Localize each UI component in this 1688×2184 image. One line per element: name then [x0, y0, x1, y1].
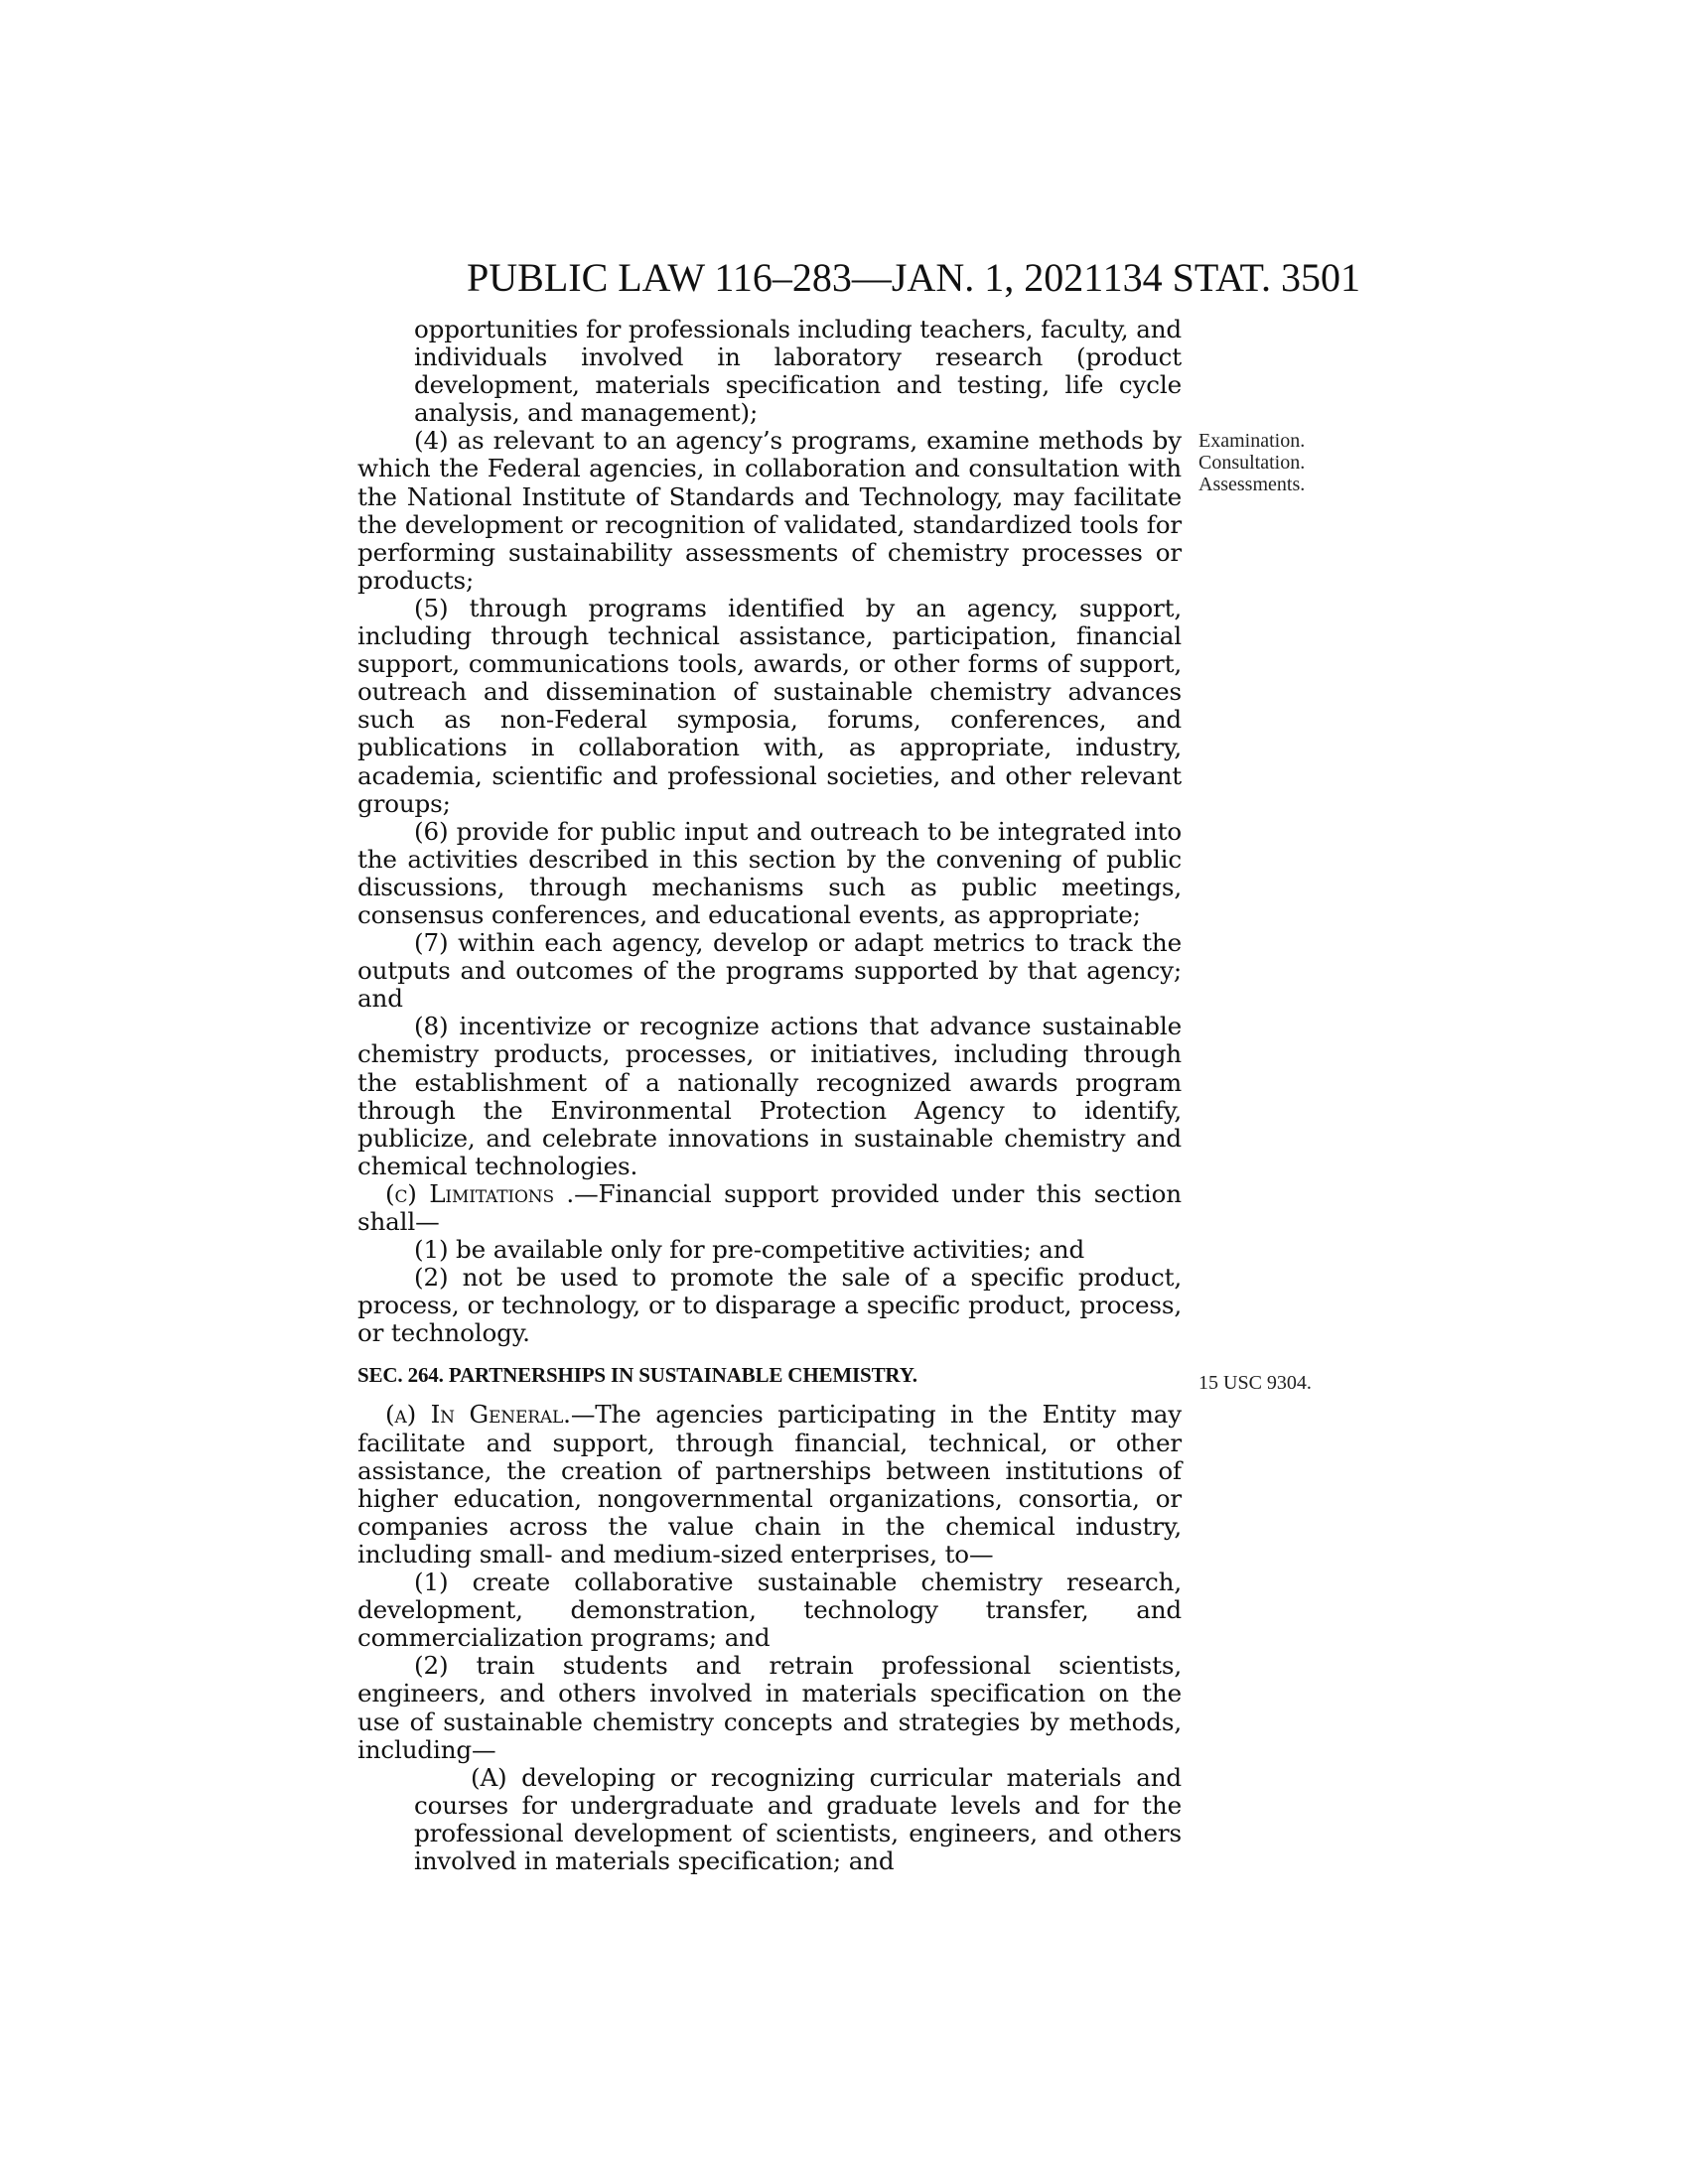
public-law-title: PUBLIC LAW 116–283—JAN. 1, 2021 — [467, 255, 1104, 300]
subsection-c — [357, 1180, 1182, 1236]
margin-note-assessments: Assessments. — [1198, 474, 1306, 495]
subsection-c-label: (c) Limitations — [385, 1178, 554, 1208]
paragraph-4: (4) as relevant to an agency’s programs, examine methods by which the Federal agencies, in collaboration and consultation with the National Institute of Standards and Technology, may facilitate the development or recognition of validated, standardized tools for performing sustainability assessments of chemistry processes or products; — [357, 426, 1182, 595]
margin-note-consultation: Consultation. — [1198, 452, 1306, 474]
section-heading: SEC. 264. PARTNERSHIPS IN SUSTAINABLE CHEMISTRY. — [357, 1363, 917, 1388]
stat-page-number: 134 STAT. 3501 — [1102, 255, 1360, 300]
paragraph-6: (6) provide for public input and outreach to be integrated into the activities described in this section by the convening of public discussions, through mechanisms such as public meetings, consensus conferences, and educational events, as appropriate; — [357, 816, 1182, 929]
subsection-a-2-A: (A) developing or recognizing curricular materials and courses for undergraduate and graduate levels and for the professional development of scientists, engineers, and others involved in materials specification; and — [414, 1762, 1182, 1875]
subsection-c-text: .—Financial support provided under this section shall— — [357, 1178, 1182, 1236]
paragraph-7: (7) within each agency, develop or adapt metrics to track the outputs and outcomes of the programs supported by that agency; and — [357, 928, 1182, 1014]
margin-note-examination: Examination. — [1198, 430, 1306, 452]
subsection-a-label: (a) In General — [385, 1400, 564, 1430]
paragraph-8: (8) incentivize or recognize actions that advance sustainable chemistry products, processes, or initiatives, including through the establishment of a nationally recognized awards program through the Environmental Protection Agency to identify, publicize, and celebrate innovations in sustainable chemistry and chemical technologies. — [357, 1012, 1182, 1180]
paragraph-continuation: opportunities for professionals including teachers, faculty, and individuals involved in laboratory research (product development, materials specification and testing, life cycle analysis, and management); — [414, 315, 1182, 428]
subsection-a-1: (1) create collaborative sustainable chemistry research, development, demonstration, technology transfer, and commercialization programs; and — [357, 1568, 1182, 1653]
subsection-a — [357, 1401, 1182, 1569]
document-body — [357, 316, 1182, 1875]
subsection-a-text: .—The agencies participating in the Entity may facilitate and support, through financial, technical, or other assistance, the creation of partnerships between institutions of higher education, nongovernmental organizations, consortia, or companies across the value chain in the chemical industry, including small- and medium-sized enterprises, to— — [357, 1400, 1182, 1569]
paragraph-5: (5) through programs identified by an agency, support, including through technical assistance, participation, financial support, communications tools, awards, or other forms of support, outreach and dissemination of sustainable chemistry advances such as non-Federal symposia, forums, conferences, and publications in collaboration with, as appropriate, industry, academia, scientific and professional societies, and other relevant groups; — [357, 593, 1182, 818]
page-header — [467, 248, 1360, 308]
subsection-c-1: (1) be available only for pre-competitive activities; and — [414, 1235, 1085, 1265]
subsection-c-2: (2) not be used to promote the sale of a specific product, process, or technology, or to disparage a specific product, process, or technology. — [357, 1263, 1182, 1348]
margin-note-usc: 15 USC 9304. — [1198, 1372, 1312, 1394]
subsection-a-2: (2) train students and retrain professional scientists, engineers, and others involved in materials specification on the use of sustainable chemistry concepts and strategies by methods, including— — [357, 1651, 1182, 1764]
